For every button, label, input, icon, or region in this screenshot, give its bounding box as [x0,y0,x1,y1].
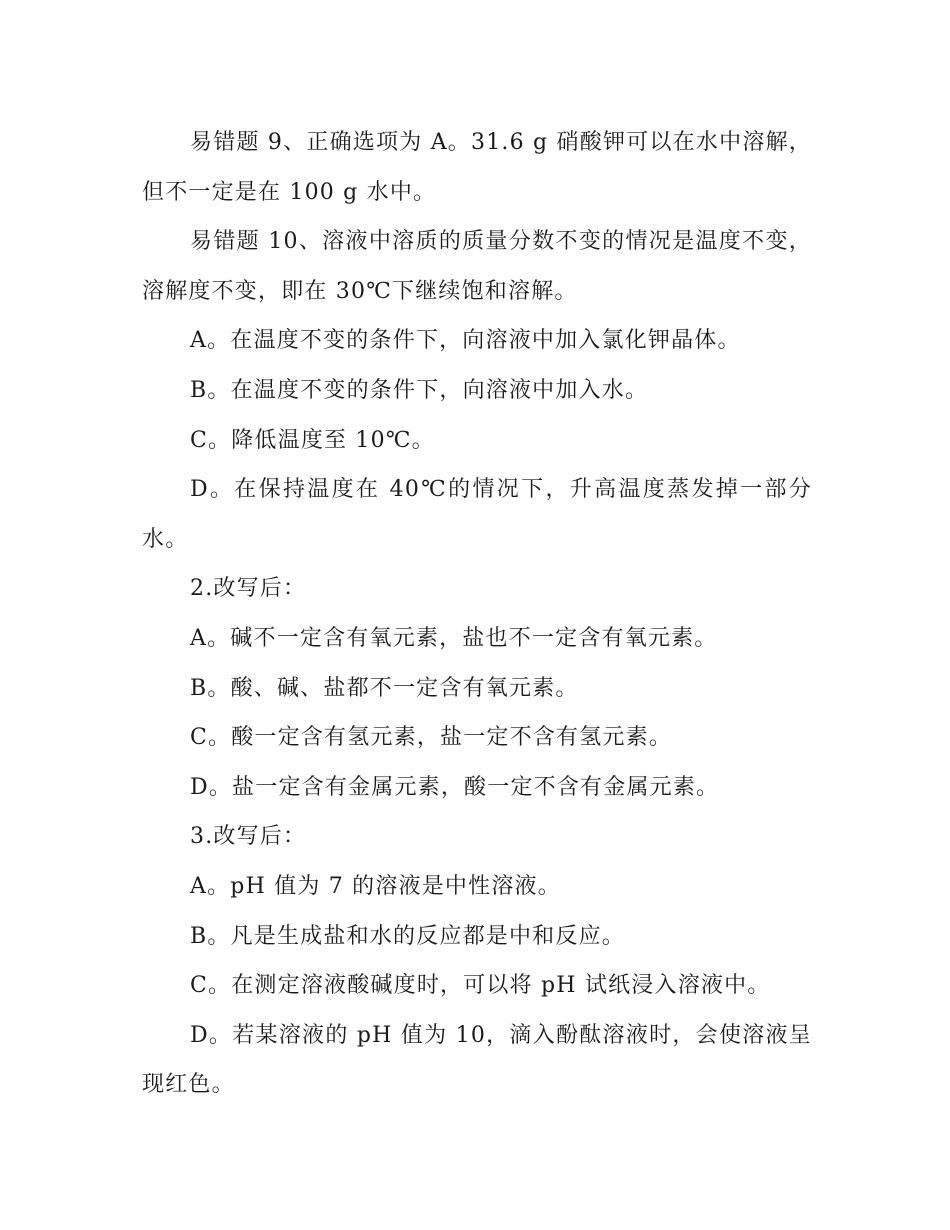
section-heading-3: 3.改写后： [190,824,307,850]
paragraph-option-d: D。在保持温度在 40℃的情况下，升高温度蒸发掉一部分水。 [142,477,812,552]
paragraph-2-option-c: C。酸一定含有氢元素，盐一定不含有氢元素。 [190,725,673,751]
paragraph-2-option-a: A。碱不一定含有氧元素，盐也不一定含有氧元素。 [190,625,718,651]
paragraph-option-c: C。降低温度至 10℃。 [190,427,435,453]
section-heading-2: 2.改写后： [190,576,307,602]
paragraph-3-option-d: D。若某溶液的 pH 值为 10，滴入酚酞溶液时，会使溶液呈现红色。 [142,1022,812,1098]
paragraph-3-option-b: B。凡是生成盐和水的反应都是中和反应。 [190,923,625,949]
paragraph-3-option-c: C。在测定溶液酸碱度时，可以将 pH 试纸浸入溶液中。 [190,973,771,999]
paragraph-3-option-a: A。pH 值为 7 的溶液是中性溶液。 [190,873,561,899]
paragraph-mistake-9: 易错题 9、正确选项为 A。31.6 g 硝酸钾可以在水中溶解，但不一定是在 100 g 水中。 [142,130,812,205]
paragraph-mistake-10: 易错题 10、溶液中溶质的质量分数不变的情况是温度不变，溶解度不变，即在 30℃下继续饱和溶解。 [142,229,812,304]
paragraph-option-a: A。在温度不变的条件下，向溶液中加入氯化钾晶体。 [190,328,741,354]
paragraph-2-option-b: B。酸、碱、盐都不一定含有氧元素。 [190,675,579,701]
paragraph-2-option-d: D。盐一定含有金属元素，酸一定不含有金属元素。 [190,774,720,800]
document-body [142,118,812,1110]
paragraph-option-b: B。在温度不变的条件下，向溶液中加入水。 [190,377,649,403]
